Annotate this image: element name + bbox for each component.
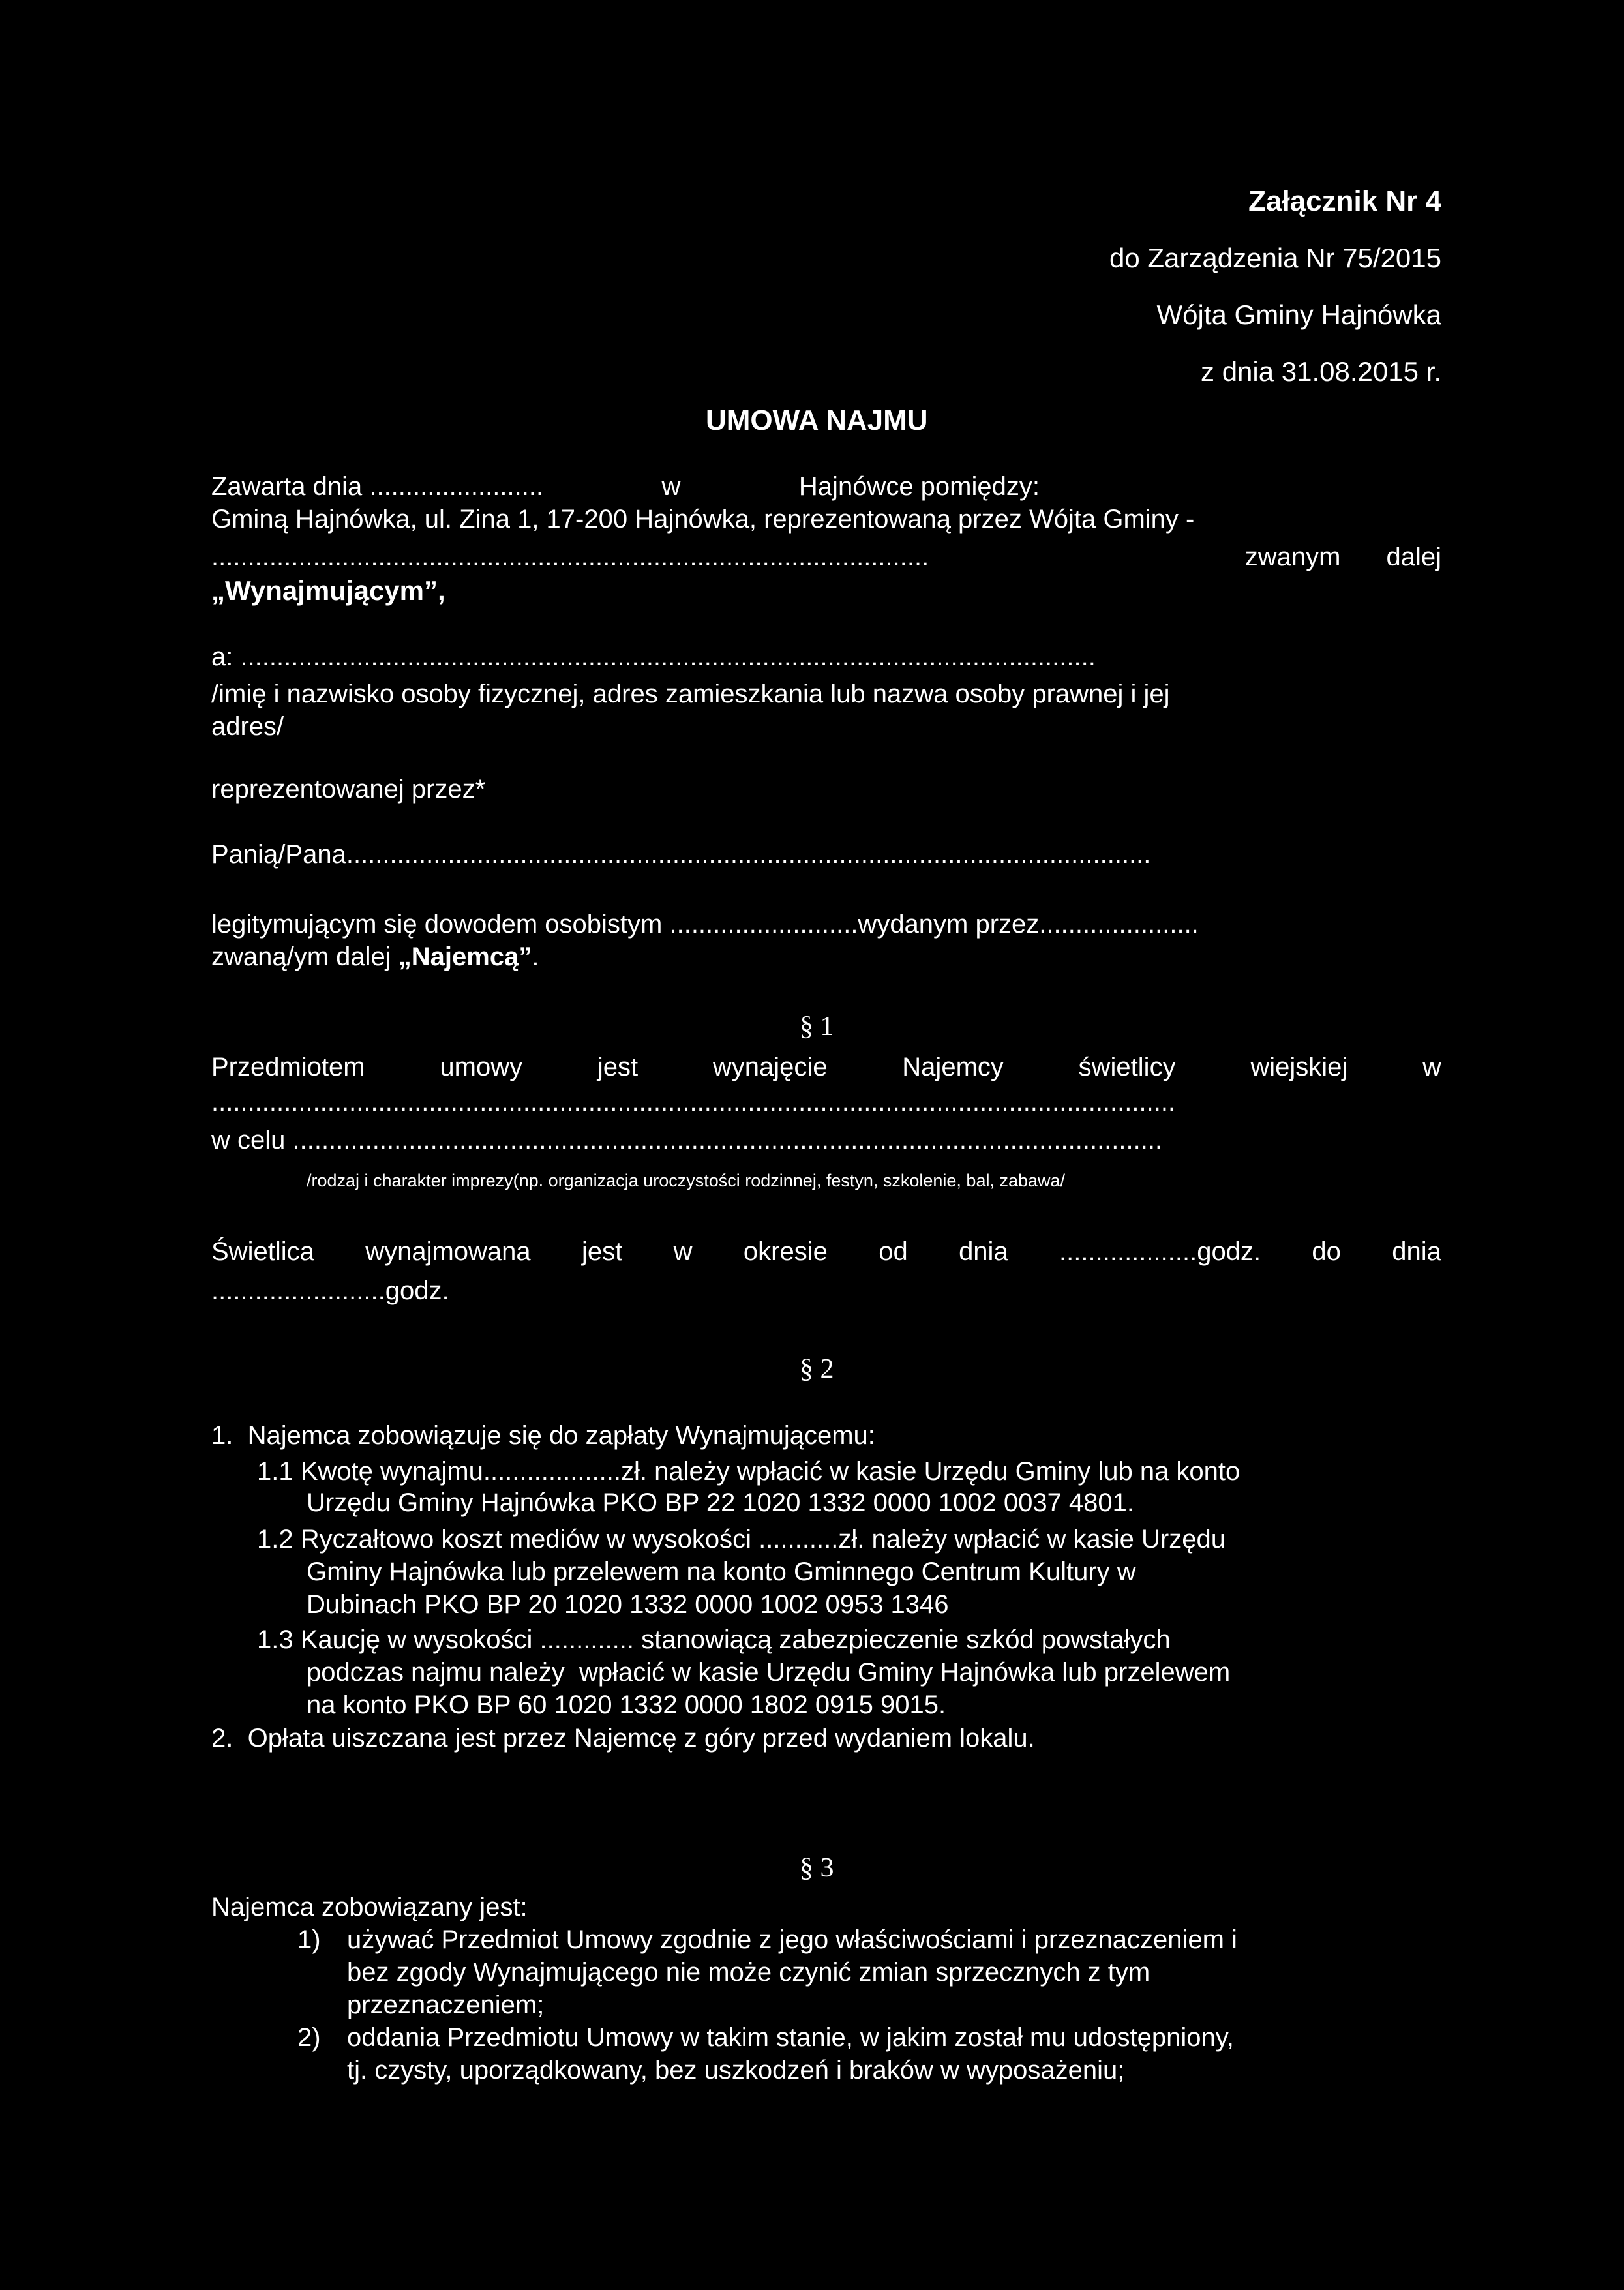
period-word: do	[1312, 1237, 1341, 1266]
obligation-2-number: 2)	[297, 2023, 321, 2052]
period-word: Świetlica	[211, 1237, 314, 1266]
obligation-1-text-cont: bez zgody Wynajmującego nie może czynić zmian sprzecznych z tym	[347, 1958, 1150, 1987]
obligation-2-text: oddania Przedmiotu Umowy w takim stanie, w jakim został mu udostępniony,	[347, 2023, 1234, 2052]
represented-by: reprezentowanej przez*	[211, 775, 486, 804]
subject-word: umowy	[440, 1053, 523, 1081]
subject-word: Przedmiotem	[211, 1053, 365, 1081]
payment-intro: 1. Najemca zobowiązuje się do zapłaty Wynajmującemu:	[211, 1421, 875, 1450]
tenant-label: „Najemcą”	[398, 942, 532, 971]
subject-word: w	[1422, 1053, 1441, 1081]
period-end-line: ........................godz.	[211, 1276, 449, 1305]
utilities-line: 1.2 Ryczałtowo koszt mediów w wysokości ...........zł. należy wpłacić w kasie Urzędu	[257, 1525, 1226, 1554]
advance-payment-line: 2. Opłata uiszczana jest przez Najemcę z góry przed wydaniem lokalu.	[211, 1724, 1035, 1753]
subject-word: wynajęcie	[712, 1053, 828, 1081]
contract-date-text: Zawarta dnia ........................	[211, 472, 544, 501]
obligation-2-text-cont: tj. czysty, uporządkowany, bez uszkodzeń i braków w wyposażeniu;	[347, 2056, 1125, 2085]
period-word: od	[879, 1237, 908, 1266]
tenant-called-text: zwaną/ym dalej	[211, 942, 398, 971]
section-1-heading: § 1	[800, 1012, 834, 1042]
ordinance-ref: do Zarządzenia Nr 75/2015	[1109, 243, 1441, 273]
tenant-description-cont: adres/	[211, 712, 284, 741]
landlord-rep-further: dalej	[1386, 543, 1441, 571]
tenant-called-end: .	[532, 942, 539, 971]
obligation-1-text-end: przeznaczeniem;	[347, 1991, 545, 2019]
obligation-1-text: używać Przedmiot Umowy zgodnie z jego właściwościami i przeznaczeniem i	[347, 1925, 1237, 1954]
purpose-line: w celu ........................................................................................................................	[211, 1126, 1163, 1154]
purpose-note: /rodzaj i charakter imprezy(np. organizacja uroczystości rodzinnej, festyn, szkolenie, bal, zabawa/	[307, 1171, 1066, 1190]
landlord-line: Gminą Hajnówka, ul. Zina 1, 17-200 Hajnówka, reprezentowaną przez Wójta Gminy -	[211, 505, 1195, 534]
period-word: w	[673, 1237, 693, 1266]
authority-name: Wójta Gminy Hajnówka	[1156, 299, 1441, 330]
landlord-rep-line	[211, 541, 1441, 573]
contract-date-place: Hajnówce pomiędzy:	[798, 472, 1040, 501]
utilities-text: Gminy Hajnówka lub przelewem na konto Gminnego Centrum Kultury w	[307, 1558, 1136, 1586]
tenant-description: /imię i nazwisko osoby fizycznej, adres zamieszkania lub nazwa osoby prawnej i jej	[211, 680, 1170, 708]
rent-account-line: Urzędu Gminy Hajnówka PKO BP 22 1020 1332 0000 1002 0037 4801.	[307, 1488, 1135, 1517]
utilities-line-cont	[307, 1556, 1441, 1588]
landlord-label: „Wynajmującym”,	[211, 575, 445, 606]
rent-amount-line: 1.1 Kwotę wynajmu...................zł. należy wpłacić w kasie Urzędu Gminy lub na konto	[257, 1457, 1241, 1486]
tenant-line: a: ......................................................................................................................	[211, 642, 1096, 671]
attachment-label: Załącznik Nr 4	[1248, 185, 1441, 217]
ordinance-date: z dnia 31.08.2015 r.	[1201, 356, 1441, 387]
deposit-account-line: na konto PKO BP 60 1020 1332 0000 1802 0915 9015.	[307, 1691, 946, 1719]
period-word: wynajmowana	[365, 1237, 531, 1266]
subject-word: wiejskiej	[1250, 1053, 1348, 1081]
period-word: okresie	[743, 1237, 828, 1266]
id-document-line: legitymującym się dowodem osobistym ..........................wydanym przez......................	[211, 910, 1199, 939]
utilities-account-line: Dubinach PKO BP 20 1020 1332 0000 1002 0953 1346	[307, 1590, 949, 1619]
landlord-rep-dots: ...................................................................................................	[211, 543, 929, 571]
obligation-1-number: 1)	[297, 1925, 321, 1954]
contract-date-line	[211, 471, 1040, 502]
deposit-line-cont: podczas najmu należy wpłacić w kasie Urzędu Gminy Hajnówka lub przelewem	[307, 1658, 1231, 1687]
period-word: dnia	[959, 1237, 1008, 1266]
landlord-rep-called: zwanym	[1244, 543, 1341, 571]
tenant-called-line	[211, 941, 539, 972]
period-line	[211, 1236, 1441, 1267]
subject-word: świetlicy	[1078, 1053, 1176, 1081]
period-word: dnia	[1392, 1237, 1441, 1266]
section-3-heading: § 3	[800, 1853, 834, 1883]
subject-line	[211, 1051, 1441, 1083]
subject-word: Najemcy	[902, 1053, 1004, 1081]
obligations-intro: Najemca zobowiązany jest:	[211, 1893, 528, 1921]
section-2-heading: § 2	[800, 1354, 834, 1384]
period-word: jest	[582, 1237, 623, 1266]
period-word: ...................godz.	[1059, 1237, 1261, 1266]
deposit-line: 1.3 Kaucję w wysokości ............. stanowiącą zabezpieczenie szkód powstałych	[257, 1625, 1171, 1654]
contract-date-w: w	[661, 472, 681, 501]
subject-word: jest	[597, 1053, 639, 1081]
person-line: Panią/Pana...............................................................................................................	[211, 840, 1151, 869]
document-title: UMOWA NAJMU	[706, 404, 928, 436]
subject-dots: .....................................................................................................................................	[211, 1088, 1176, 1117]
